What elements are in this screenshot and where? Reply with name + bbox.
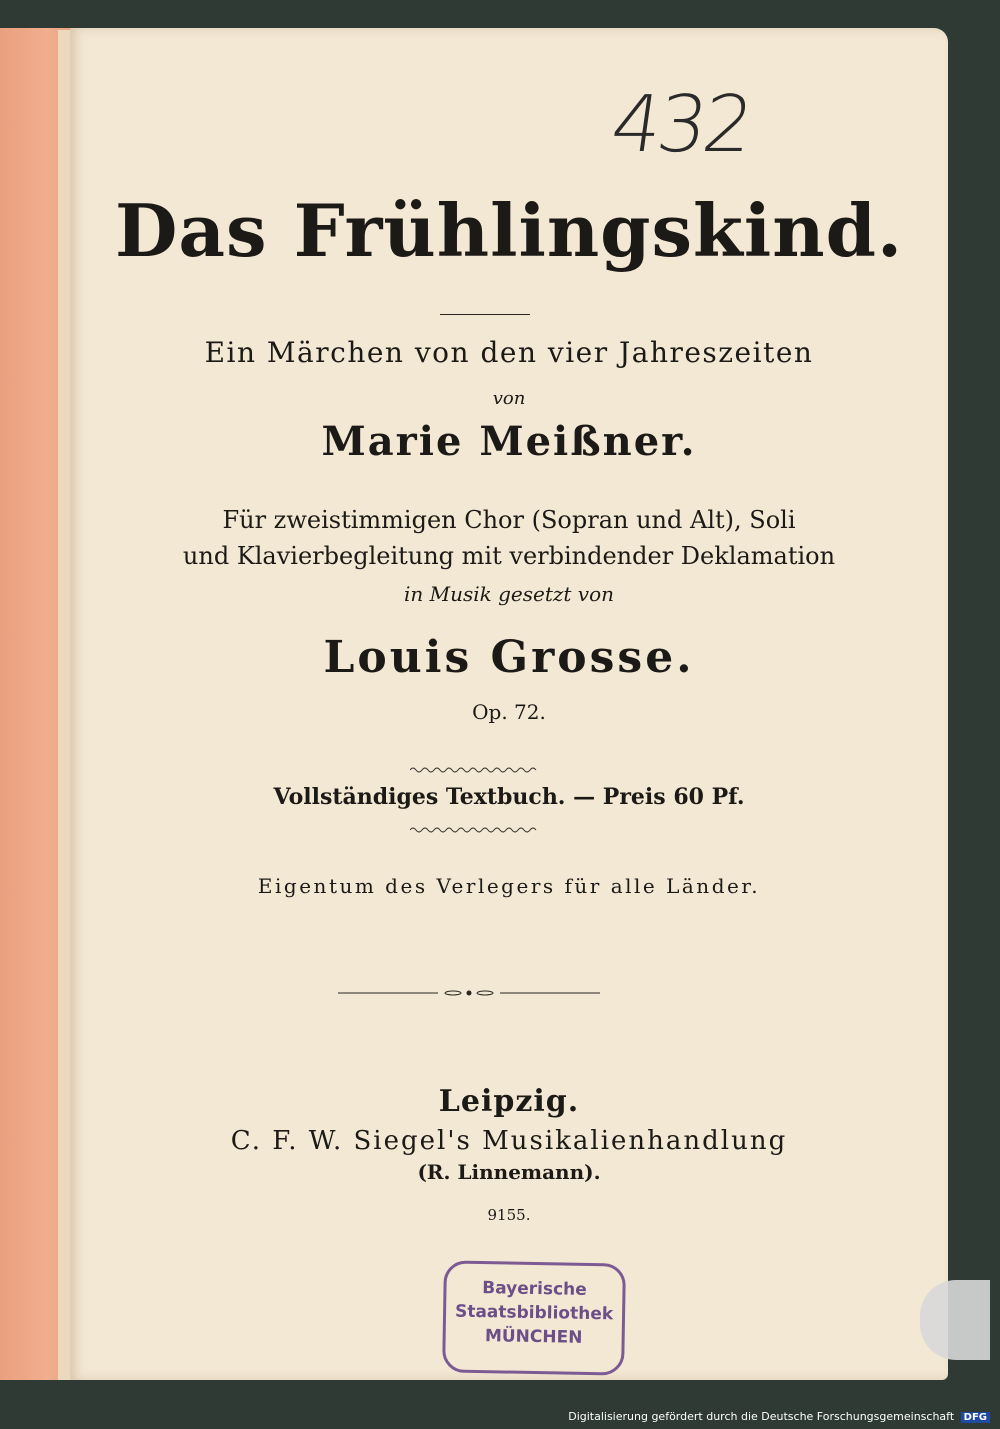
ornament-divider xyxy=(338,990,600,996)
rights-notice: Eigentum des Verlegers für alle Länder. xyxy=(257,874,761,898)
wavy-divider-bottom xyxy=(410,826,540,834)
handwritten-number: 432 xyxy=(605,80,756,170)
subtitle: Ein Märchen von den vier Jahreszeiten xyxy=(204,336,814,369)
page-title: Das Frühlingskind. xyxy=(114,188,904,273)
title-divider xyxy=(440,314,530,315)
wavy-divider-top xyxy=(410,766,540,774)
opus-number: Op. 72. xyxy=(472,700,546,724)
publisher-owner: (R. Linnemann). xyxy=(417,1160,601,1184)
music-by-label: in Musik gesetzt von xyxy=(403,582,615,606)
library-stamp xyxy=(442,1260,626,1375)
stamp-line-3: MÜNCHEN xyxy=(484,1326,583,1348)
plate-number: 9155. xyxy=(487,1206,531,1224)
by-label: von xyxy=(492,388,526,409)
digitization-footer xyxy=(564,1408,994,1425)
page-clip xyxy=(920,1280,990,1360)
footer-text: Digitalisierung gefördert durch die Deutsche Forschungsgemeinschaft xyxy=(568,1410,955,1423)
stamp-line-2: Staatsbibliothek xyxy=(454,1301,614,1325)
stamp-line-1: Bayerische xyxy=(482,1278,587,1300)
publisher-city: Leipzig. xyxy=(438,1084,580,1119)
author-name: Marie Meißner. xyxy=(321,418,697,465)
publisher-name: C. F. W. Siegel's Musikalienhandlung xyxy=(230,1126,788,1156)
textbook-price: Vollständiges Textbuch. — Preis 60 Pf. xyxy=(273,784,745,810)
description-line-1: Für zweistimmigen Chor (Sopran und Alt), Soli xyxy=(222,506,796,534)
composer-name: Louis Grosse. xyxy=(323,632,695,683)
description xyxy=(70,502,948,574)
description-line-2: und Klavierbegleitung mit verbindender Deklamation xyxy=(182,542,836,570)
dfg-logo: DFG xyxy=(961,1412,990,1423)
